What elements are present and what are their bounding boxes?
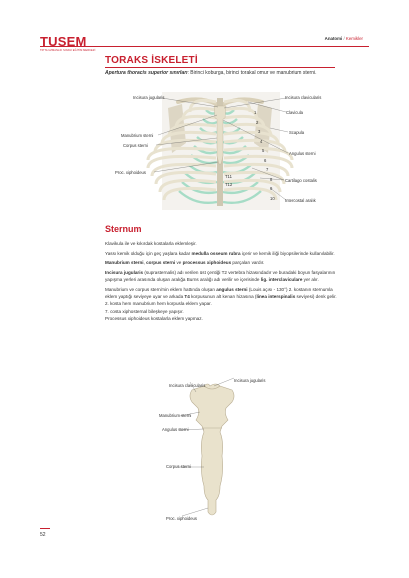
p4-bold-a: Incisura jugularis [105, 269, 144, 275]
p5-text-a: Manubrium ve corpus sterni'nin eklem hattında oluşan [105, 286, 217, 292]
p4-bold-c: lig. interclaviculare [260, 277, 303, 283]
rib-number-label: 4 [260, 138, 263, 144]
fig1-label-t12: T12 [225, 182, 233, 187]
tusem-logo [40, 34, 95, 52]
section-title-toraks: TORAKS İSKELETİ [105, 55, 198, 66]
p5-bold-d: T4 [184, 293, 190, 299]
fig1-label-proc-xiphoideus: Proc. xiphoideus [115, 170, 146, 175]
p5-text-e: korpusunun alt kenarı hizasına ( [189, 293, 257, 299]
sternum-paragraph-3 [105, 259, 337, 266]
section-title-sternum: Sternum [105, 224, 142, 234]
p2-text-a: Yassı kemik olduğu için geç yaşlara kadar [105, 250, 192, 256]
p4-text-d: yer alır. [302, 277, 319, 283]
fig2-label-incisura-clavicularis: Incisura clavicularis [169, 383, 206, 388]
rib-number-label: 10 [270, 195, 275, 201]
p3-text-b: , [143, 260, 147, 266]
p5-text-c: (Louis açısı - 130°) 2. kostanın sternumla eklem yaptığı seviyeye uyar ve arkada [105, 286, 333, 299]
p3-text-f: parçaları vardır. [231, 260, 265, 266]
p3-bold-e: processus xiphoideus [182, 260, 232, 266]
rib-number-label: 9 [270, 186, 273, 191]
fig1-label-angulus-sterni: Angulus sterni [289, 151, 316, 156]
p8-text: Processus xiphoideus kostalarla eklem yapmaz. [105, 315, 203, 321]
rib-number-label: 3 [258, 129, 261, 134]
rib-number-label: 8 [270, 176, 273, 182]
p4-text-b: (suprasternalis) adı verilen üst çentiği T2 vertebra hizasındadır ve buradaki boyun fasyalarının yapışma yerleri arasında oluşan aralığa Burns aralığı adı verilir ve içerisinde [105, 269, 336, 283]
p7-text: 7. costa xiphosternal bileşkeye yapışır. [105, 308, 184, 314]
breadcrumb-subject: Anatomi [324, 36, 343, 41]
p2-text-c: içerir ve kemik iliği biyopsilerinde kullanılabilir. [240, 250, 335, 256]
sternum-paragraph-1 [105, 240, 337, 247]
footer-divider [40, 528, 50, 529]
p5-bold-f: linea interspinalis [256, 293, 296, 299]
sternum-paragraph-5 [105, 286, 337, 322]
sternum-paragraph-4 [105, 269, 337, 284]
breadcrumb-chapter: Kemikler [345, 36, 363, 41]
sternum-bone [190, 384, 234, 515]
fig1-label-corpus-sterni: Corpus sterni [123, 143, 148, 148]
fig1-label-scapula: Scapula [289, 130, 305, 135]
fig1-label-incisura-clavicularis: Incisura clavicularis [285, 95, 322, 100]
logo-text: TUSEM [40, 34, 87, 49]
p3-bold-c: corpus sterni [146, 260, 176, 266]
section-title-underline [105, 67, 335, 68]
fig1-label-cartilago-costalis: Cartilago costalis [285, 178, 317, 183]
logo-subtext: TIPTA UZMANLIK SINAVI EĞİTİM MERKEZİ [40, 49, 96, 52]
p3-bold-a: Manubrium sterni [105, 260, 144, 266]
fig2-label-proc-xiphoideus: Proc. xiphoideus [166, 516, 197, 521]
fig1-label-t11: T11 [225, 174, 232, 179]
intro-bold: Apertura thoracis superior sınırları [105, 70, 188, 76]
p5-bold-b: angulus sterni [216, 286, 248, 292]
intro-text: : Birinci koburga, birinci torakal omur ve manubrium sterni. [187, 70, 317, 76]
p2-bold: medulla osseum rubra [191, 250, 241, 256]
header-breadcrumb [325, 36, 363, 41]
sternum-paragraph-2 [105, 250, 337, 257]
breadcrumb-separator: / [342, 36, 346, 41]
fig2-label-angulus-sterni: Angulus sterni [162, 427, 189, 432]
fig1-label-incisura-jugularis: Incisura jugularis [133, 95, 165, 100]
rib-number-label: 5 [262, 148, 265, 153]
p3-text-d: ve [175, 260, 183, 266]
p1-text: Klavikula ile ve kıkırdak kostalarla eklemleşir. [105, 241, 197, 246]
fig2-label-corpus-sterni: Corpus sterni [166, 464, 191, 469]
fig1-label-manubrium-sterni: Manubrium sterni [121, 133, 154, 138]
intro-paragraph [105, 70, 335, 77]
fig1-label-intercostal-aralik: Intercostal aralık [285, 198, 316, 203]
p5-text-g: seviyesi) denk gelir. [295, 293, 337, 299]
fig2-label-manubrium-sterni: Manubrium sterni [159, 413, 192, 418]
p6-text: 2. kosta hem manubrium hem korpusla eklem yapar. [105, 301, 212, 307]
sternum-figure [150, 372, 260, 522]
rib-number-label: 6 [264, 157, 267, 163]
rib-number-label: 1 [254, 110, 257, 115]
sternum-text [105, 240, 337, 324]
rib-number-label: 7 [266, 167, 269, 172]
fig1-label-clavicula: Clavicula [286, 110, 303, 115]
page-number: 52 [40, 532, 46, 538]
fig2-label-incisura-jugularis: Incisura jugularis [234, 378, 266, 383]
header-divider [40, 46, 369, 47]
rib-number-label: 2 [256, 119, 259, 125]
